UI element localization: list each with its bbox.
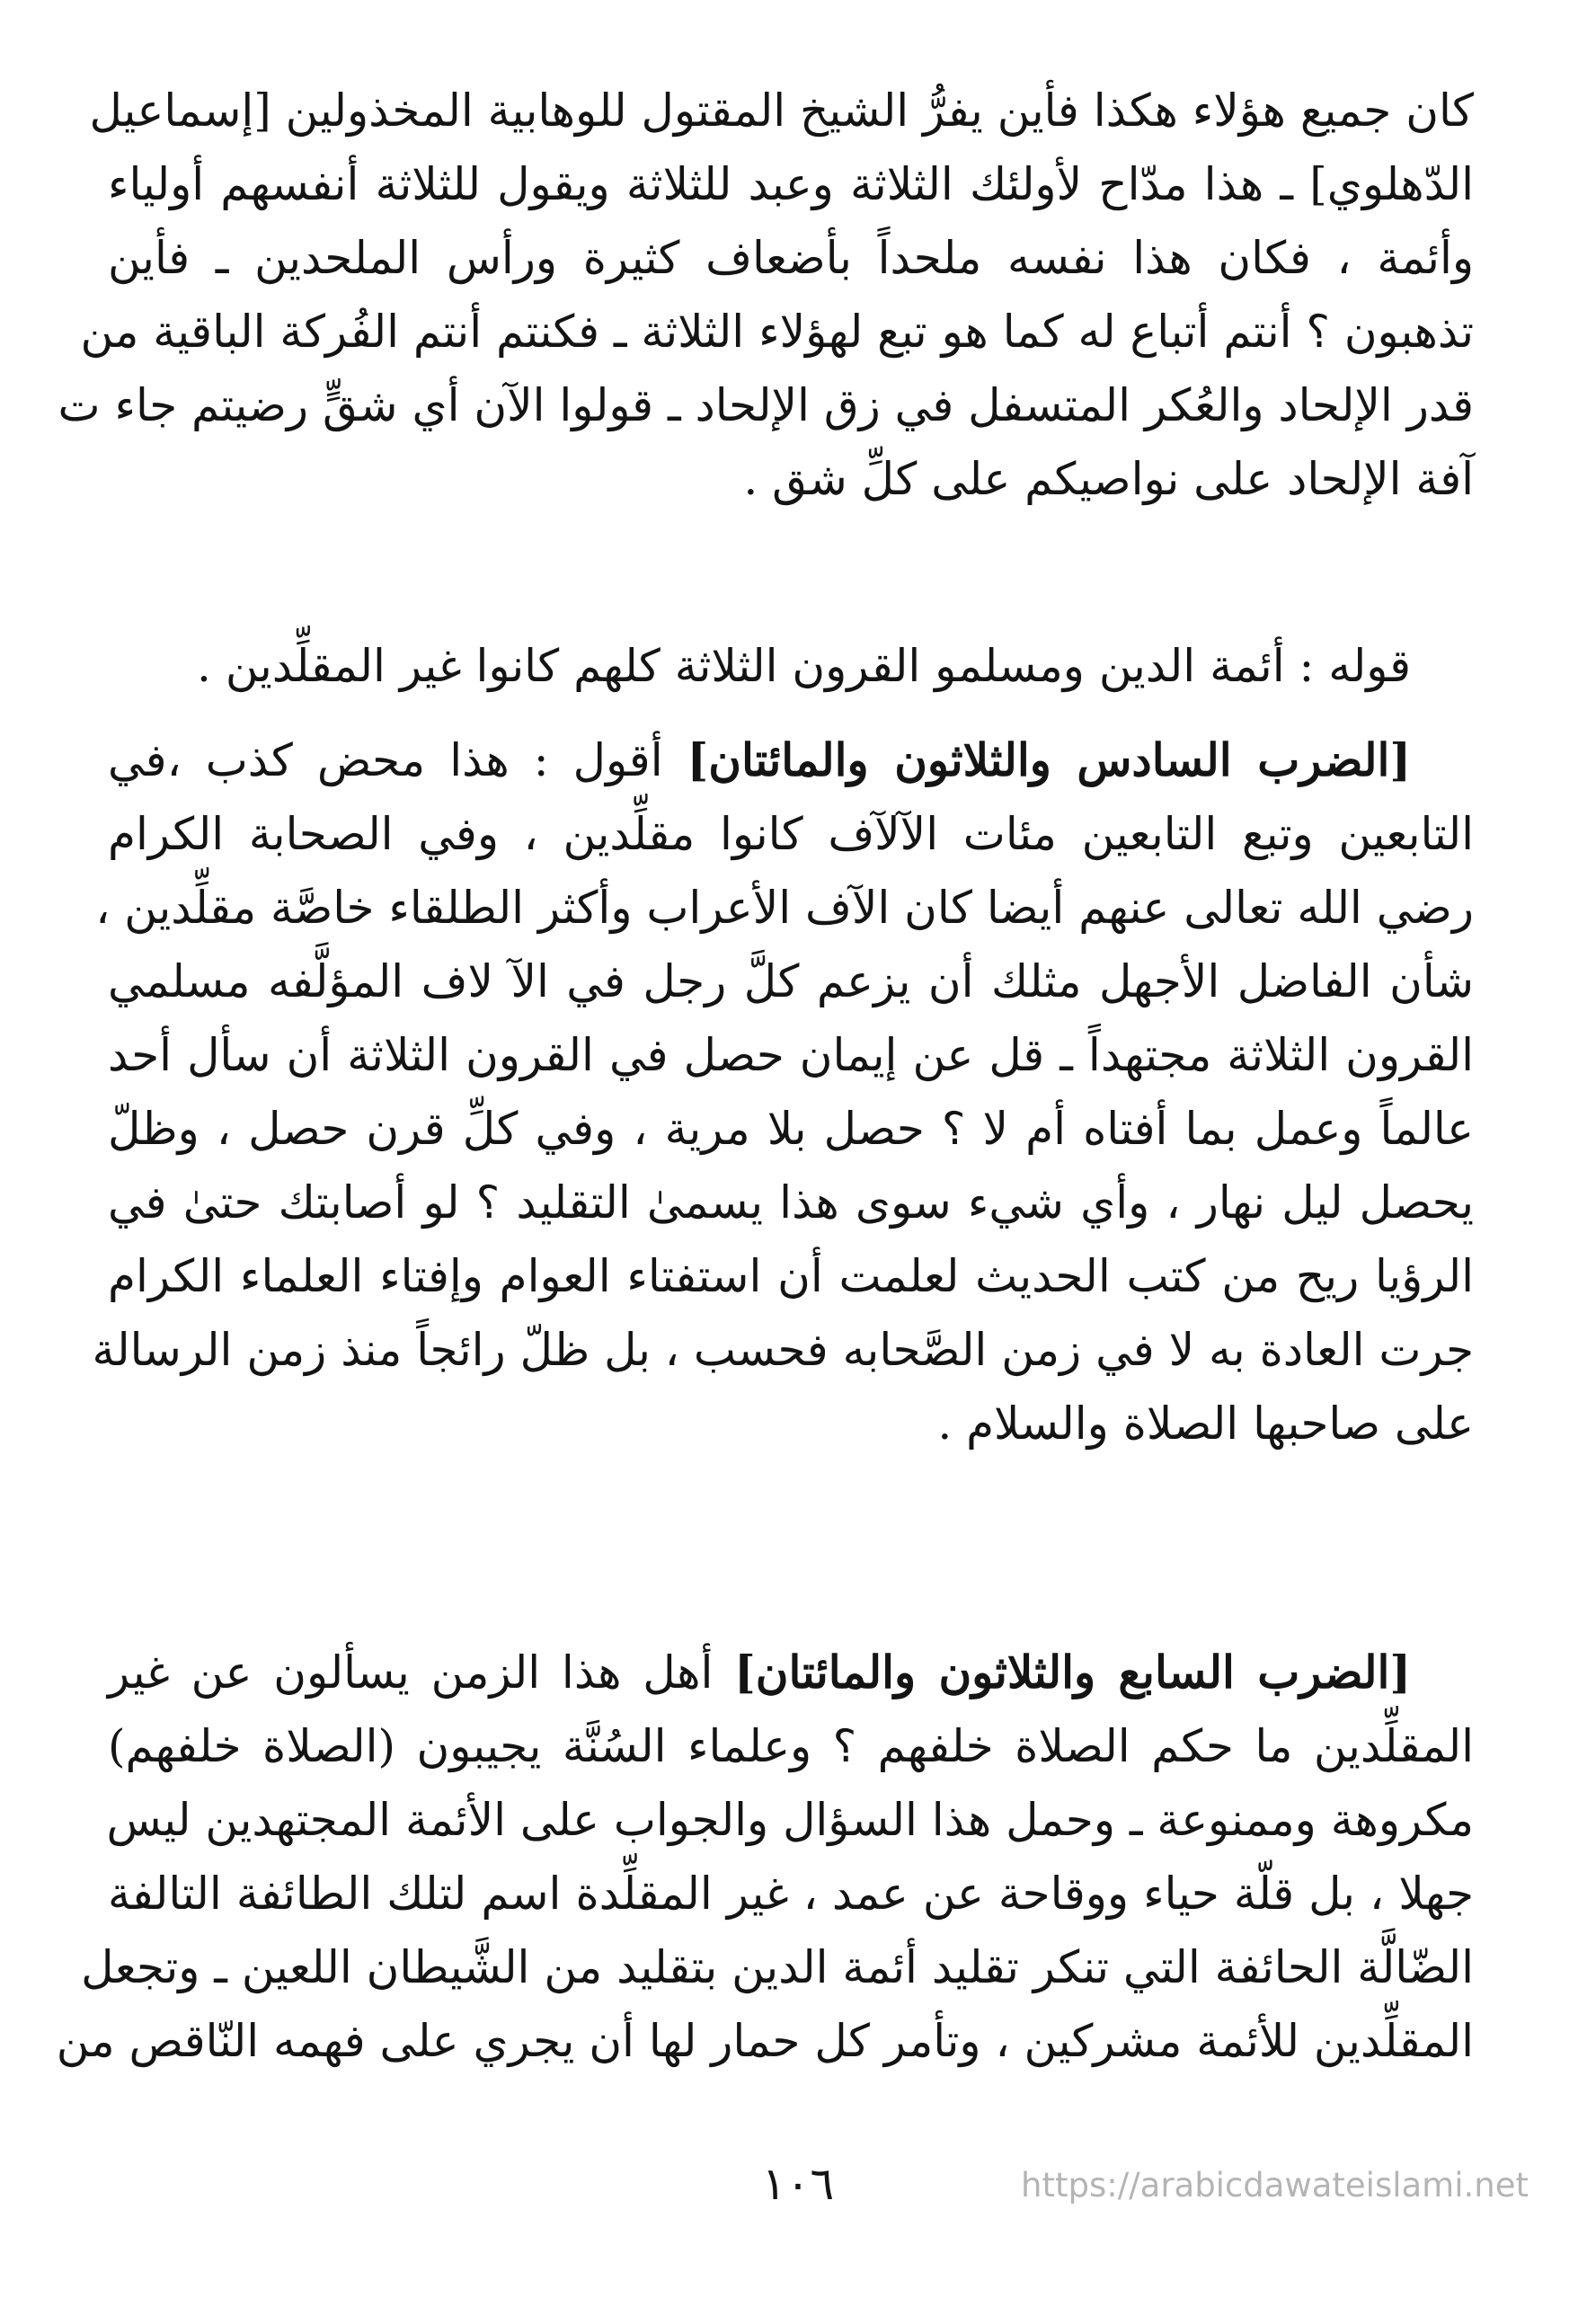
- text-line: الرؤيا ريح من كتب الحديث لعلمت أن استفتاء العوام وإفتاء العلماء الكرام: [108, 1250, 1474, 1302]
- text-line: قدر الإلحاد والعُكر المتسفل في زق الإلحاد ـ قولوا الآن أي شقٍّ رضيتم جاء ت: [58, 379, 1474, 431]
- section-first-line: [108, 723, 1474, 797]
- quote-line: قوله : أئمة الدين ومسلمو القرون الثلاثة كلهم كانوا غير المقلِّدين .: [197, 640, 1411, 692]
- section-236: [92, 723, 1474, 1460]
- section-lead-text: أقول : هذا محض كذب ،في: [108, 734, 687, 786]
- text-line: شأن الفاضل الأجهل مثلك أن يزعم كلَّ رجل في الآ لاف المؤلَّفه مسلمي: [108, 955, 1474, 1007]
- text-line: رضي الله تعالى عنهم أيضا كان الآف الأعراب وأكثر الطلقاء خاصَّة مقلِّدين ،: [95, 882, 1474, 934]
- page-number: ١٠٦: [761, 2158, 835, 2210]
- text-line: المقلِّدين ما حكم الصلاة خلفهم ؟ وعلماء السُنَّة يجيبون (الصلاة خلفهم): [108, 1720, 1474, 1772]
- text-line: القرون الثلاثة مجتهداً ـ قل عن إيمان حصل في القرون الثلاثة أن سأل أحد: [108, 1029, 1474, 1081]
- section-lead-text: أهل هذا الزمن يسألون عن غير: [108, 1646, 735, 1699]
- text-line: جرت العادة به لا في زمن الصَّحابه فحسب ، بل ظلّ رائجاً منذ زمن الرسالة: [92, 1324, 1474, 1376]
- text-line: كان جميع هؤلاء هكذا فأين يفرُّ الشيخ المقتول للوهابية المخذولين [إسماعيل: [89, 84, 1474, 137]
- text-line: المقلِّدين للأئمة مشركين ، وتأمر كل حمار لها أن يجري على فهمه النّاقص من: [56, 2015, 1474, 2067]
- text-line: الضّالَّة الحائفة التي تنكر تقليد أئمة الدين بتقليد من الشَّيطان اللعين ـ وتجعل: [81, 1941, 1474, 1993]
- text-line: مكروهة وممنوعة ـ وحمل هذا السؤال والجواب على الأئمة المجتهدين ليس: [106, 1794, 1474, 1846]
- text-line: عالماً وعمل بما أفتاه أم لا ؟ حصل بلا مرية ، وفي كلِّ قرن حصل ، وظلّ: [108, 1103, 1474, 1155]
- quoted-statement: [108, 629, 1474, 703]
- text-line: على صاحبها الصلاة والسلام .: [937, 1398, 1474, 1450]
- text-line: وأئمة ، فكان هذا نفسه ملحداً بأضعاف كثيرة ورأس الملحدين ـ فأين: [108, 232, 1474, 284]
- text-line: جهلا ، بل قلّة حياء ووقاحة عن عمد ، غير المقلِّدة اسم لتلك الطائفة التالفة: [108, 1868, 1474, 1920]
- text-line: التابعين وتبع التابعين مئات الآلآف كانوا مقلِّدين ، وفي الصحابة الكرام: [108, 808, 1474, 860]
- section-heading-236: [الضرب السادس والثلاثون والمائتان]: [687, 733, 1411, 786]
- text-line: تذهبون ؟ أنتم أتباع له كما هو تبع لهؤلاء الثلاثة ـ فكنتم أنتم الفُركة الباقية من: [80, 306, 1474, 358]
- text-line: يحصل ليل نهار ، وأي شيء سوى هذا يسمىٰ التقليد ؟ لو أصابتك حتىٰ في: [108, 1176, 1474, 1229]
- section-first-line: [108, 1636, 1474, 1709]
- section-237: [56, 1636, 1474, 2078]
- website-watermark: https://arabicdawateislami.net: [1021, 2166, 1529, 2205]
- section-heading-237: [الضرب السابع والثلاثون والمائتان]: [734, 1646, 1412, 1699]
- text-line: آفة الإلحاد على نواصيكم على كلِّ شق .: [743, 453, 1474, 505]
- paragraph-ilhad: [58, 74, 1474, 516]
- text-line: الدّهلوي] ـ هذا مدّاح لأولئك الثلاثة وعبد للثلاثة ويقول للثلاثة أنفسهم أولياء: [108, 158, 1474, 210]
